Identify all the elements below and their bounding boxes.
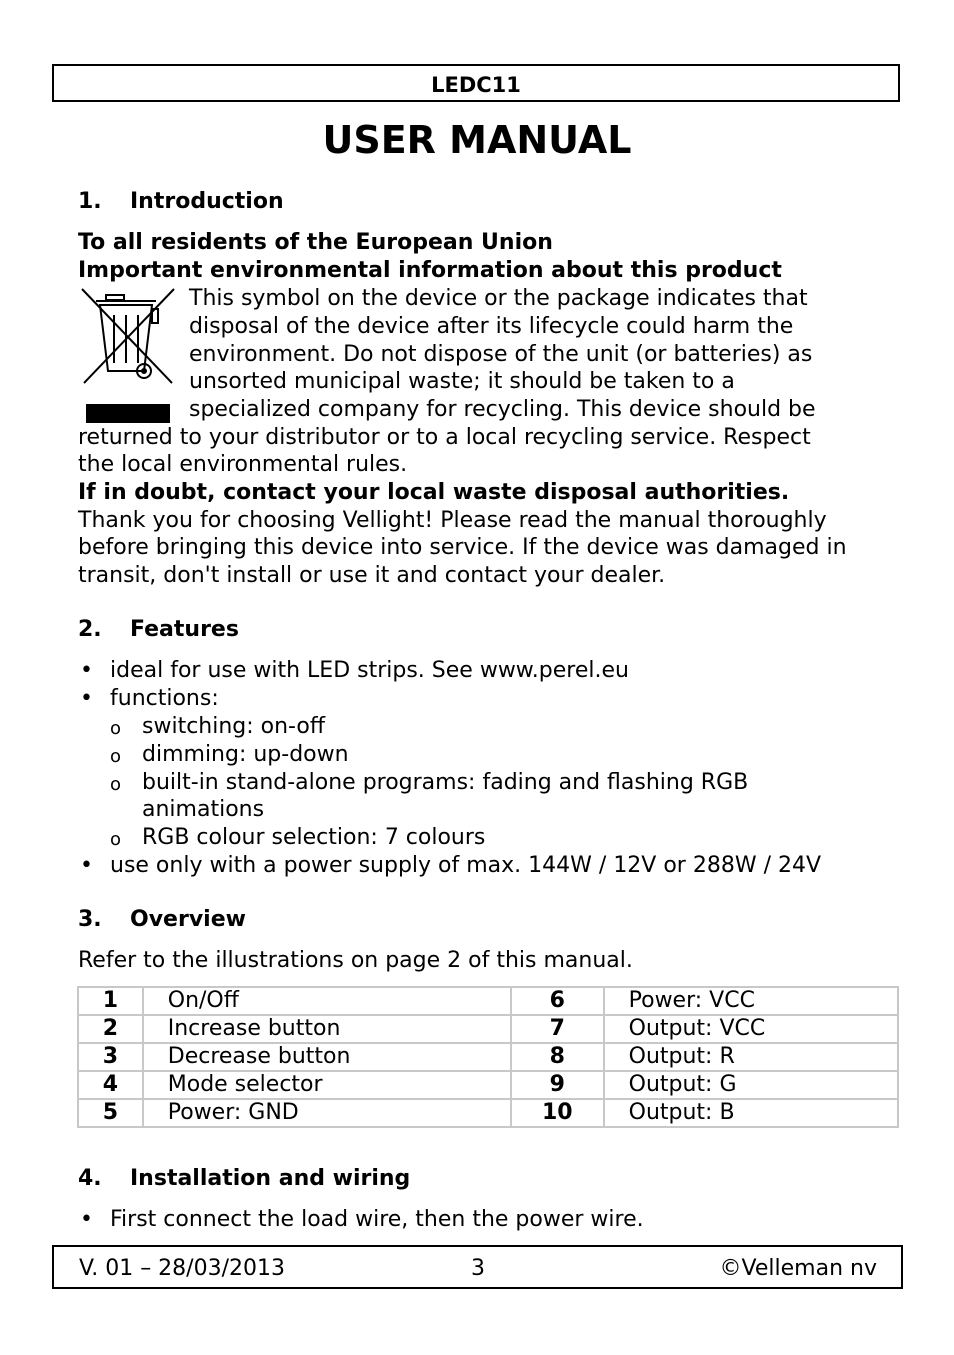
item-description: On/Off [143,987,511,1015]
bullet-icon: • [80,686,93,711]
page-title: USER MANUAL [322,118,632,162]
feature-item: use only with a power supply of max. 144W / 12V or 288W / 24V [110,853,822,878]
table-row [78,1015,898,1043]
item-number: 4 [78,1071,143,1099]
item-description: Output: VCC [604,1015,898,1043]
feature-sub-item: switching: on-off [142,714,326,739]
feature-sub-item: built-in stand-alone programs: fading and flashing RGB [142,770,749,795]
overview-intro: Refer to the illustrations on page 2 of this manual. [78,948,633,973]
section-number: 1. [78,189,102,214]
sub-bullet-icon: o [110,718,122,739]
item-description: Power: GND [143,1099,511,1127]
page-number: 3 [471,1256,485,1281]
eu-heading: To all residents of the European Union [78,230,553,255]
section-title: Introduction [130,189,284,214]
table-row [78,987,898,1015]
feature-item: functions: [110,686,219,711]
version-date: V. 01 – 28/03/2013 [79,1256,285,1281]
item-number: 7 [511,1015,604,1043]
page-footer [52,1245,903,1289]
item-description: Decrease button [143,1043,511,1071]
feature-item: ideal for use with LED strips. See www.perel.eu [110,658,629,683]
installation-item: First connect the load wire, then the power wire. [110,1207,644,1232]
feature-sub-item: dimming: up-down [142,742,349,767]
intro-line: This symbol on the device or the package indicates that [189,286,808,311]
item-number: 2 [78,1015,143,1043]
intro-line: unsorted municipal waste; it should be taken to a [189,369,735,394]
section-title: Installation and wiring [130,1166,411,1191]
item-description: Power: VCC [604,987,898,1015]
item-number: 3 [78,1043,143,1071]
section-heading-features [78,616,239,644]
thanks-line: before bringing this device into service. If the device was damaged in [78,535,847,560]
section-number: 4. [78,1166,102,1191]
item-number: 9 [511,1071,604,1099]
sub-bullet-icon: o [110,774,122,795]
feature-sub-item: RGB colour selection: 7 colours [142,825,486,850]
section-title: Features [130,617,239,642]
intro-line: returned to your distributor or to a local recycling service. Respect [78,425,811,450]
thanks-line: Thank you for choosing Vellight! Please read the manual thoroughly [78,508,827,533]
section-heading-overview [78,906,246,934]
section-heading-installation [78,1165,410,1193]
model-name: LEDC11 [431,73,521,97]
item-number: 5 [78,1099,143,1127]
copyright: ©Velleman nv [719,1256,877,1281]
item-number: 6 [511,987,604,1015]
item-number: 8 [511,1043,604,1071]
item-description: Output: R [604,1043,898,1071]
table-row [78,1071,898,1099]
bullet-icon: • [80,853,93,878]
bullet-icon: • [80,1207,93,1232]
item-number: 1 [78,987,143,1015]
item-description: Output: B [604,1099,898,1127]
intro-line: the local environmental rules. [78,452,408,477]
crossed-out-wheelie-bin-icon [80,287,176,423]
sub-bullet-icon: o [110,746,122,767]
overview-table [77,986,899,1128]
intro-line: disposal of the device after its lifecycle could harm the [189,314,794,339]
model-header [52,64,900,102]
item-description: Mode selector [143,1071,511,1099]
sub-bullet-icon: o [110,829,122,850]
env-heading: Important environmental information about this product [78,258,782,283]
item-description: Output: G [604,1071,898,1099]
item-description: Increase button [143,1015,511,1043]
thanks-line: transit, don't install or use it and contact your dealer. [78,563,666,588]
table-row [78,1043,898,1071]
table-row [78,1099,898,1127]
section-title: Overview [130,907,246,932]
bullet-icon: • [80,658,93,683]
feature-sub-item: animations [142,797,265,822]
section-number: 3. [78,907,102,932]
doubt-notice: If in doubt, contact your local waste disposal authorities. [78,480,790,505]
item-number: 10 [511,1099,604,1127]
section-number: 2. [78,617,102,642]
section-heading-introduction [78,188,284,216]
intro-line: specialized company for recycling. This device should be [189,397,816,422]
intro-line: environment. Do not dispose of the unit (or batteries) as [189,342,813,367]
